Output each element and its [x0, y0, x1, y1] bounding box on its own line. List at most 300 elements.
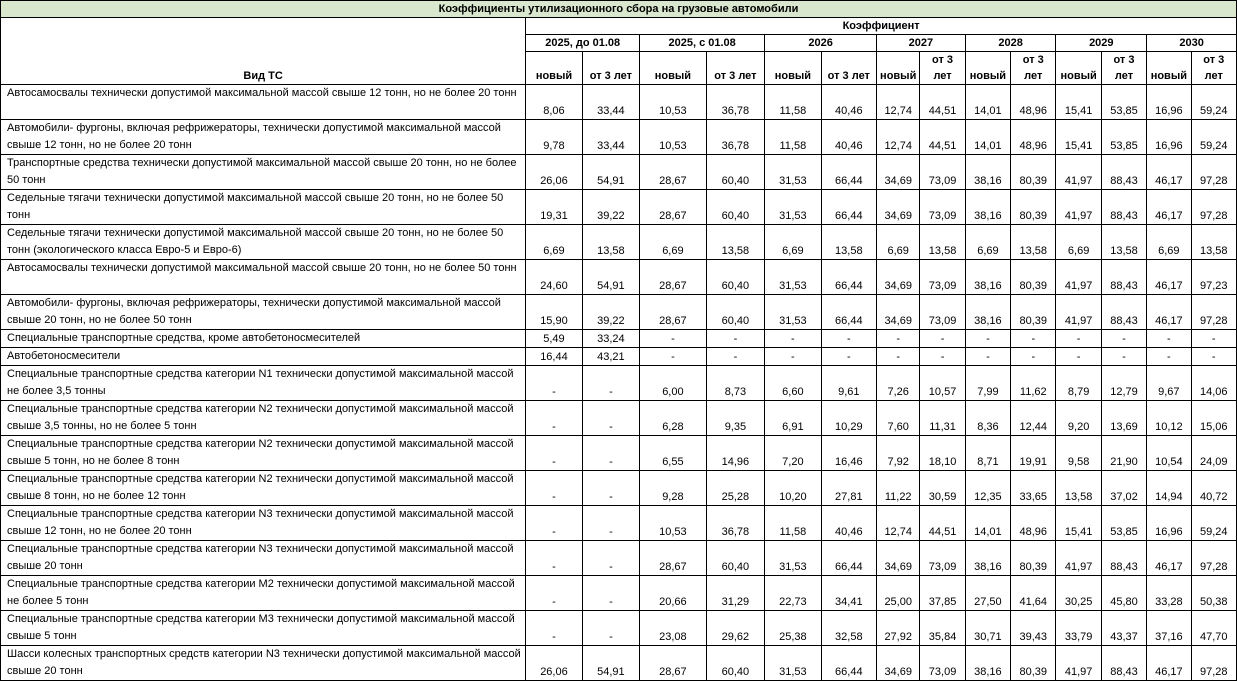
- coef-old-cell: 32,58: [821, 611, 876, 646]
- coef-new-cell: -: [877, 330, 920, 348]
- table-row: [1, 190, 1237, 225]
- table-title: Коэффициенты утилизационного сбора на грузовые автомобили: [1, 1, 1237, 18]
- coef-old-cell: 8,73: [706, 366, 764, 401]
- coef-old-cell: 29,62: [706, 611, 764, 646]
- sub-header-old-line1: от 3: [1191, 52, 1236, 69]
- coef-old-cell: 13,58: [706, 225, 764, 260]
- coef-old-cell: 80,39: [1011, 260, 1056, 295]
- vehicle-type-cell: Специальные транспортные средства категории N1 технически допустимой максимальной массой не более 3,5 тонны: [1, 366, 526, 401]
- coef-old-cell: 48,96: [1011, 85, 1056, 120]
- coef-old-cell: 73,09: [920, 260, 965, 295]
- coef-new-cell: 14,01: [965, 85, 1010, 120]
- coef-new-cell: 6,60: [765, 366, 821, 401]
- table-row: [1, 225, 1237, 260]
- coef-old-cell: 97,28: [1191, 155, 1236, 190]
- coef-new-cell: 14,01: [965, 506, 1010, 541]
- coef-new-cell: 38,16: [965, 190, 1010, 225]
- coef-old-cell: -: [706, 348, 764, 366]
- sub-header-old-line1: от 3: [920, 52, 965, 69]
- coef-old-cell: -: [920, 348, 965, 366]
- coef-old-cell: 60,40: [706, 295, 764, 330]
- coef-new-cell: 7,60: [877, 401, 920, 436]
- coef-old-cell: 73,09: [920, 541, 965, 576]
- coef-new-cell: 16,44: [526, 348, 582, 366]
- coef-new-cell: 33,79: [1056, 611, 1101, 646]
- coef-old-cell: 30,59: [920, 471, 965, 506]
- coef-new-cell: 30,71: [965, 611, 1010, 646]
- sub-header-old-line1: от 3: [1101, 52, 1146, 69]
- period-header: 2029: [1056, 35, 1147, 52]
- coef-old-cell: 39,22: [582, 190, 639, 225]
- coef-new-cell: -: [965, 348, 1010, 366]
- coef-old-cell: 45,80: [1101, 576, 1146, 611]
- table-row: [1, 260, 1237, 295]
- coef-new-cell: 34,69: [877, 295, 920, 330]
- coefficient-header: Коэффициент: [526, 18, 1237, 35]
- sub-header-old-line2: лет: [1011, 68, 1056, 85]
- coef-new-cell: 6,55: [640, 436, 707, 471]
- coef-new-cell: 23,08: [640, 611, 707, 646]
- coef-new-cell: -: [965, 330, 1010, 348]
- coef-old-cell: 80,39: [1011, 190, 1056, 225]
- coef-new-cell: 8,79: [1056, 366, 1101, 401]
- table-row: [1, 611, 1237, 646]
- coef-old-cell: 33,24: [582, 330, 639, 348]
- coef-old-cell: 80,39: [1011, 155, 1056, 190]
- coef-old-cell: 73,09: [920, 295, 965, 330]
- coef-old-cell: 48,96: [1011, 506, 1056, 541]
- sub-header-new: новый: [1147, 52, 1191, 85]
- coef-new-cell: 28,67: [640, 190, 707, 225]
- coef-old-cell: 33,65: [1011, 471, 1056, 506]
- coef-old-cell: 44,51: [920, 506, 965, 541]
- coef-new-cell: 46,17: [1147, 190, 1191, 225]
- coef-new-cell: 34,69: [877, 190, 920, 225]
- coef-old-cell: 88,43: [1101, 295, 1146, 330]
- coef-new-cell: 30,25: [1056, 576, 1101, 611]
- coef-new-cell: 15,41: [1056, 506, 1101, 541]
- coef-old-cell: 37,85: [920, 576, 965, 611]
- coef-new-cell: 11,22: [877, 471, 920, 506]
- coef-old-cell: 12,44: [1011, 401, 1056, 436]
- coef-new-cell: 16,96: [1147, 85, 1191, 120]
- sub-header-old-line2: лет: [1191, 68, 1236, 85]
- coef-new-cell: 31,53: [765, 260, 821, 295]
- coef-old-cell: 73,09: [920, 646, 965, 681]
- coef-new-cell: 9,58: [1056, 436, 1101, 471]
- coef-old-cell: -: [1011, 330, 1056, 348]
- coef-new-cell: 6,28: [640, 401, 707, 436]
- coef-old-cell: 14,06: [1191, 366, 1236, 401]
- coef-old-cell: 66,44: [821, 295, 876, 330]
- coef-old-cell: 54,91: [582, 260, 639, 295]
- coef-new-cell: -: [526, 576, 582, 611]
- coef-new-cell: 5,49: [526, 330, 582, 348]
- coef-old-cell: 53,85: [1101, 506, 1146, 541]
- coef-old-cell: 97,28: [1191, 190, 1236, 225]
- vehicle-type-cell: Специальные транспортные средства категории N3 технически допустимой максимальной массой свыше 20 тонн: [1, 541, 526, 576]
- vehicle-type-cell: Автосамосвалы технически допустимой максимальной массой свыше 20 тонн, но не более 50 тонн: [1, 260, 526, 295]
- sub-header-new: новый: [1056, 52, 1101, 85]
- coef-new-cell: 25,38: [765, 611, 821, 646]
- coef-old-cell: 43,21: [582, 348, 639, 366]
- coef-old-cell: 9,35: [706, 401, 764, 436]
- coef-old-cell: 97,28: [1191, 646, 1236, 681]
- coef-new-cell: -: [640, 330, 707, 348]
- coef-old-cell: 13,58: [1191, 225, 1236, 260]
- coef-old-cell: 9,61: [821, 366, 876, 401]
- coef-new-cell: 41,97: [1056, 190, 1101, 225]
- coef-old-cell: 13,58: [821, 225, 876, 260]
- table-row: [1, 330, 1237, 348]
- coef-new-cell: 8,06: [526, 85, 582, 120]
- coef-old-cell: 18,10: [920, 436, 965, 471]
- coef-new-cell: 34,69: [877, 260, 920, 295]
- coef-new-cell: 11,58: [765, 85, 821, 120]
- coef-old-cell: 12,79: [1101, 366, 1146, 401]
- coef-new-cell: 46,17: [1147, 646, 1191, 681]
- coef-new-cell: 46,17: [1147, 295, 1191, 330]
- coef-old-cell: 48,96: [1011, 120, 1056, 155]
- coef-new-cell: 6,69: [877, 225, 920, 260]
- coef-old-cell: 59,24: [1191, 120, 1236, 155]
- vehicle-type-cell: Транспортные средства технически допустимой максимальной массой свыше 20 тонн, но не более 50 тонн: [1, 155, 526, 190]
- coef-old-cell: 24,09: [1191, 436, 1236, 471]
- coef-new-cell: 38,16: [965, 295, 1010, 330]
- coef-new-cell: 6,91: [765, 401, 821, 436]
- coef-old-cell: -: [582, 471, 639, 506]
- coef-old-cell: 53,85: [1101, 85, 1146, 120]
- coef-new-cell: -: [526, 436, 582, 471]
- coef-old-cell: 36,78: [706, 120, 764, 155]
- coef-new-cell: 15,41: [1056, 120, 1101, 155]
- coef-old-cell: 36,78: [706, 506, 764, 541]
- coef-new-cell: 14,94: [1147, 471, 1191, 506]
- coef-old-cell: -: [821, 330, 876, 348]
- sub-header-new: новый: [526, 52, 582, 85]
- coef-new-cell: 10,53: [640, 506, 707, 541]
- coef-old-cell: -: [1191, 330, 1236, 348]
- table-row: [1, 541, 1237, 576]
- coef-old-cell: 25,28: [706, 471, 764, 506]
- coef-new-cell: 46,17: [1147, 541, 1191, 576]
- coef-old-cell: 16,46: [821, 436, 876, 471]
- vehicle-type-cell: Автомобили- фургоны, включая рефрижераторы, технически допустимой максимальной массой свыше 12 тонн, но не более 20 тонн: [1, 120, 526, 155]
- coef-new-cell: -: [1147, 348, 1191, 366]
- coef-new-cell: 6,69: [965, 225, 1010, 260]
- sub-header-old: от 3 лет: [821, 52, 876, 85]
- coef-new-cell: 31,53: [765, 155, 821, 190]
- coef-old-cell: 40,46: [821, 120, 876, 155]
- vehicle-type-cell: Шасси колесных транспортных средств категории N3 технически допустимой максимальной массой свыше 20 тонн: [1, 646, 526, 681]
- table-row: [1, 348, 1237, 366]
- vehicle-type-cell: Специальные транспортные средства категории M2 технически допустимой максимальной массой не более 5 тонн: [1, 576, 526, 611]
- vehicle-type-cell: Седельные тягачи технически допустимой максимальной массой свыше 20 тонн, но не более 50 тонн: [1, 190, 526, 225]
- coef-new-cell: -: [526, 611, 582, 646]
- coef-old-cell: 41,64: [1011, 576, 1056, 611]
- coef-old-cell: 44,51: [920, 85, 965, 120]
- coef-old-cell: -: [1101, 348, 1146, 366]
- coef-new-cell: 6,00: [640, 366, 707, 401]
- coef-old-cell: -: [582, 541, 639, 576]
- coef-old-cell: 13,58: [1101, 225, 1146, 260]
- table-row: [1, 401, 1237, 436]
- coef-new-cell: 13,58: [1056, 471, 1101, 506]
- coef-new-cell: 16,96: [1147, 506, 1191, 541]
- coef-new-cell: 46,17: [1147, 155, 1191, 190]
- coef-old-cell: 37,02: [1101, 471, 1146, 506]
- coef-new-cell: 6,69: [1147, 225, 1191, 260]
- sub-header-old: от 3 лет: [706, 52, 764, 85]
- vehicle-type-header: Вид ТС: [1, 18, 526, 85]
- coef-new-cell: 41,97: [1056, 295, 1101, 330]
- coef-new-cell: 33,28: [1147, 576, 1191, 611]
- coef-new-cell: -: [765, 348, 821, 366]
- coef-old-cell: 60,40: [706, 190, 764, 225]
- coef-new-cell: 34,69: [877, 646, 920, 681]
- coef-new-cell: 7,99: [965, 366, 1010, 401]
- coef-new-cell: 15,90: [526, 295, 582, 330]
- coef-old-cell: 35,84: [920, 611, 965, 646]
- coef-old-cell: 66,44: [821, 541, 876, 576]
- coef-old-cell: 15,06: [1191, 401, 1236, 436]
- coef-old-cell: 11,31: [920, 401, 965, 436]
- coef-old-cell: 13,69: [1101, 401, 1146, 436]
- period-header: 2030: [1147, 35, 1237, 52]
- coef-old-cell: 60,40: [706, 260, 764, 295]
- vehicle-type-cell: Автобетоносмесители: [1, 348, 526, 366]
- coef-new-cell: -: [526, 401, 582, 436]
- vehicle-type-cell: Специальные транспортные средства категории N2 технически допустимой максимальной массой свыше 8 тонн, но не более 12 тонн: [1, 471, 526, 506]
- table-row: [1, 120, 1237, 155]
- coef-new-cell: 46,17: [1147, 260, 1191, 295]
- coef-new-cell: 28,67: [640, 295, 707, 330]
- coef-new-cell: 38,16: [965, 155, 1010, 190]
- vehicle-type-cell: Седельные тягачи технически допустимой максимальной массой свыше 20 тонн, но не более 50 тонн (экологического класса Евро-5 и Евро-6): [1, 225, 526, 260]
- coef-old-cell: 80,39: [1011, 295, 1056, 330]
- coef-old-cell: 59,24: [1191, 506, 1236, 541]
- coef-new-cell: 28,67: [640, 646, 707, 681]
- coef-new-cell: 38,16: [965, 646, 1010, 681]
- coef-new-cell: 16,96: [1147, 120, 1191, 155]
- coef-new-cell: 24,60: [526, 260, 582, 295]
- coef-old-cell: 34,41: [821, 576, 876, 611]
- coef-old-cell: -: [1191, 348, 1236, 366]
- coef-new-cell: 31,53: [765, 295, 821, 330]
- sub-header-new: новый: [965, 52, 1010, 85]
- coef-new-cell: -: [877, 348, 920, 366]
- coef-old-cell: 80,39: [1011, 646, 1056, 681]
- coef-old-cell: 10,57: [920, 366, 965, 401]
- coef-new-cell: 28,67: [640, 260, 707, 295]
- table-row: [1, 506, 1237, 541]
- coef-old-cell: -: [582, 436, 639, 471]
- table-row: [1, 295, 1237, 330]
- coef-new-cell: 7,26: [877, 366, 920, 401]
- vehicle-type-cell: Специальные транспортные средства категории N2 технически допустимой максимальной массой свыше 5 тонн, но не более 8 тонн: [1, 436, 526, 471]
- period-header: 2025, до 01.08: [526, 35, 640, 52]
- coef-new-cell: 9,28: [640, 471, 707, 506]
- vehicle-type-cell: Специальные транспортные средства категории N2 технически допустимой максимальной массой свыше 3,5 тонны, но не более 5 тонн: [1, 401, 526, 436]
- table-row: [1, 155, 1237, 190]
- coef-old-cell: 40,72: [1191, 471, 1236, 506]
- coef-new-cell: 19,31: [526, 190, 582, 225]
- coef-new-cell: 10,12: [1147, 401, 1191, 436]
- coef-old-cell: 10,29: [821, 401, 876, 436]
- coef-old-cell: 40,46: [821, 85, 876, 120]
- coef-new-cell: 28,67: [640, 155, 707, 190]
- coef-new-cell: 6,69: [526, 225, 582, 260]
- coef-old-cell: 88,43: [1101, 190, 1146, 225]
- coef-old-cell: -: [706, 330, 764, 348]
- sub-header-old-line2: лет: [920, 68, 965, 85]
- table-row: [1, 436, 1237, 471]
- coef-old-cell: -: [582, 401, 639, 436]
- coef-old-cell: 50,38: [1191, 576, 1236, 611]
- coef-new-cell: -: [765, 330, 821, 348]
- coef-new-cell: 41,97: [1056, 260, 1101, 295]
- coef-new-cell: 7,20: [765, 436, 821, 471]
- sub-header-old-line2: лет: [1101, 68, 1146, 85]
- table-row: [1, 471, 1237, 506]
- coef-old-cell: -: [821, 348, 876, 366]
- coef-old-cell: 31,29: [706, 576, 764, 611]
- coef-new-cell: 6,69: [1056, 225, 1101, 260]
- coef-new-cell: 31,53: [765, 190, 821, 225]
- coef-old-cell: -: [1011, 348, 1056, 366]
- sub-header-new: новый: [640, 52, 707, 85]
- coef-new-cell: 28,67: [640, 541, 707, 576]
- coef-old-cell: 33,44: [582, 120, 639, 155]
- coef-new-cell: 41,97: [1056, 155, 1101, 190]
- vehicle-type-cell: Автосамосвалы технически допустимой максимальной массой свыше 12 тонн, но не более 20 тонн: [1, 85, 526, 120]
- period-header: 2028: [965, 35, 1056, 52]
- coef-old-cell: -: [582, 576, 639, 611]
- coef-new-cell: -: [1056, 348, 1101, 366]
- coef-new-cell: 20,66: [640, 576, 707, 611]
- coef-old-cell: 73,09: [920, 155, 965, 190]
- coef-old-cell: 54,91: [582, 646, 639, 681]
- sub-header-old-line1: от 3: [1011, 52, 1056, 69]
- coef-old-cell: 88,43: [1101, 260, 1146, 295]
- coef-new-cell: 25,00: [877, 576, 920, 611]
- coef-old-cell: 40,46: [821, 506, 876, 541]
- vehicle-type-cell: Автомобили- фургоны, включая рефрижераторы, технически допустимой максимальной массой свыше 20 тонн, но не более 50 тонн: [1, 295, 526, 330]
- coef-old-cell: 88,43: [1101, 541, 1146, 576]
- coef-old-cell: -: [582, 611, 639, 646]
- coef-new-cell: 12,74: [877, 85, 920, 120]
- coef-old-cell: 36,78: [706, 85, 764, 120]
- vehicle-type-cell: Специальные транспортные средства категории N3 технически допустимой максимальной массой свыше 12 тонн, но не более 20 тонн: [1, 506, 526, 541]
- coef-new-cell: 10,20: [765, 471, 821, 506]
- coef-old-cell: 88,43: [1101, 646, 1146, 681]
- coef-old-cell: 19,91: [1011, 436, 1056, 471]
- coef-new-cell: 26,06: [526, 155, 582, 190]
- table-row: [1, 646, 1237, 681]
- coef-old-cell: 39,43: [1011, 611, 1056, 646]
- coef-old-cell: 39,22: [582, 295, 639, 330]
- coef-new-cell: 6,69: [640, 225, 707, 260]
- coef-new-cell: 9,78: [526, 120, 582, 155]
- coef-old-cell: 59,24: [1191, 85, 1236, 120]
- coef-old-cell: 66,44: [821, 190, 876, 225]
- table-row: [1, 366, 1237, 401]
- coef-old-cell: 11,62: [1011, 366, 1056, 401]
- coef-old-cell: 60,40: [706, 646, 764, 681]
- coef-old-cell: 44,51: [920, 120, 965, 155]
- coef-old-cell: 97,28: [1191, 295, 1236, 330]
- period-header: 2025, с 01.08: [640, 35, 765, 52]
- coef-new-cell: 31,53: [765, 646, 821, 681]
- coef-new-cell: 7,92: [877, 436, 920, 471]
- coef-old-cell: 97,28: [1191, 541, 1236, 576]
- coef-new-cell: 34,69: [877, 155, 920, 190]
- period-header: 2026: [765, 35, 877, 52]
- coef-new-cell: 10,54: [1147, 436, 1191, 471]
- coef-new-cell: 11,58: [765, 506, 821, 541]
- coef-new-cell: 26,06: [526, 646, 582, 681]
- table-body: [1, 85, 1237, 681]
- coef-new-cell: 41,97: [1056, 646, 1101, 681]
- vehicle-type-cell: Специальные транспортные средства категории M3 технически допустимой максимальной массой свыше 5 тонн: [1, 611, 526, 646]
- coef-new-cell: 22,73: [765, 576, 821, 611]
- coef-old-cell: -: [582, 366, 639, 401]
- coef-new-cell: 12,74: [877, 506, 920, 541]
- coef-old-cell: -: [582, 506, 639, 541]
- coef-old-cell: 88,43: [1101, 155, 1146, 190]
- coef-new-cell: 9,67: [1147, 366, 1191, 401]
- coef-old-cell: 66,44: [821, 646, 876, 681]
- coef-new-cell: -: [1147, 330, 1191, 348]
- coef-old-cell: 43,37: [1101, 611, 1146, 646]
- coef-new-cell: -: [640, 348, 707, 366]
- coef-old-cell: 60,40: [706, 541, 764, 576]
- coef-new-cell: 8,36: [965, 401, 1010, 436]
- coef-old-cell: 47,70: [1191, 611, 1236, 646]
- coef-new-cell: 15,41: [1056, 85, 1101, 120]
- sub-header-new: новый: [765, 52, 821, 85]
- coef-new-cell: 34,69: [877, 541, 920, 576]
- period-header: 2027: [877, 35, 966, 52]
- coef-new-cell: 9,20: [1056, 401, 1101, 436]
- sub-header-old: от 3 лет: [582, 52, 639, 85]
- coef-old-cell: 97,23: [1191, 260, 1236, 295]
- coef-old-cell: 14,96: [706, 436, 764, 471]
- coef-new-cell: -: [526, 366, 582, 401]
- coef-new-cell: 31,53: [765, 541, 821, 576]
- coef-new-cell: 37,16: [1147, 611, 1191, 646]
- coef-old-cell: 13,58: [1011, 225, 1056, 260]
- coef-old-cell: 66,44: [821, 260, 876, 295]
- sub-header-new: новый: [877, 52, 920, 85]
- coef-old-cell: 54,91: [582, 155, 639, 190]
- table-row: [1, 85, 1237, 120]
- vehicle-type-cell: Специальные транспортные средства, кроме автобетоносмесителей: [1, 330, 526, 348]
- coef-new-cell: 10,53: [640, 85, 707, 120]
- coef-new-cell: 38,16: [965, 541, 1010, 576]
- coef-old-cell: 13,58: [582, 225, 639, 260]
- coef-new-cell: 14,01: [965, 120, 1010, 155]
- coef-new-cell: 27,50: [965, 576, 1010, 611]
- coef-new-cell: 12,35: [965, 471, 1010, 506]
- table-row: [1, 576, 1237, 611]
- coef-old-cell: 33,44: [582, 85, 639, 120]
- coef-new-cell: 6,69: [765, 225, 821, 260]
- coef-new-cell: 12,74: [877, 120, 920, 155]
- coef-old-cell: 66,44: [821, 155, 876, 190]
- coef-new-cell: -: [526, 541, 582, 576]
- coef-new-cell: 38,16: [965, 260, 1010, 295]
